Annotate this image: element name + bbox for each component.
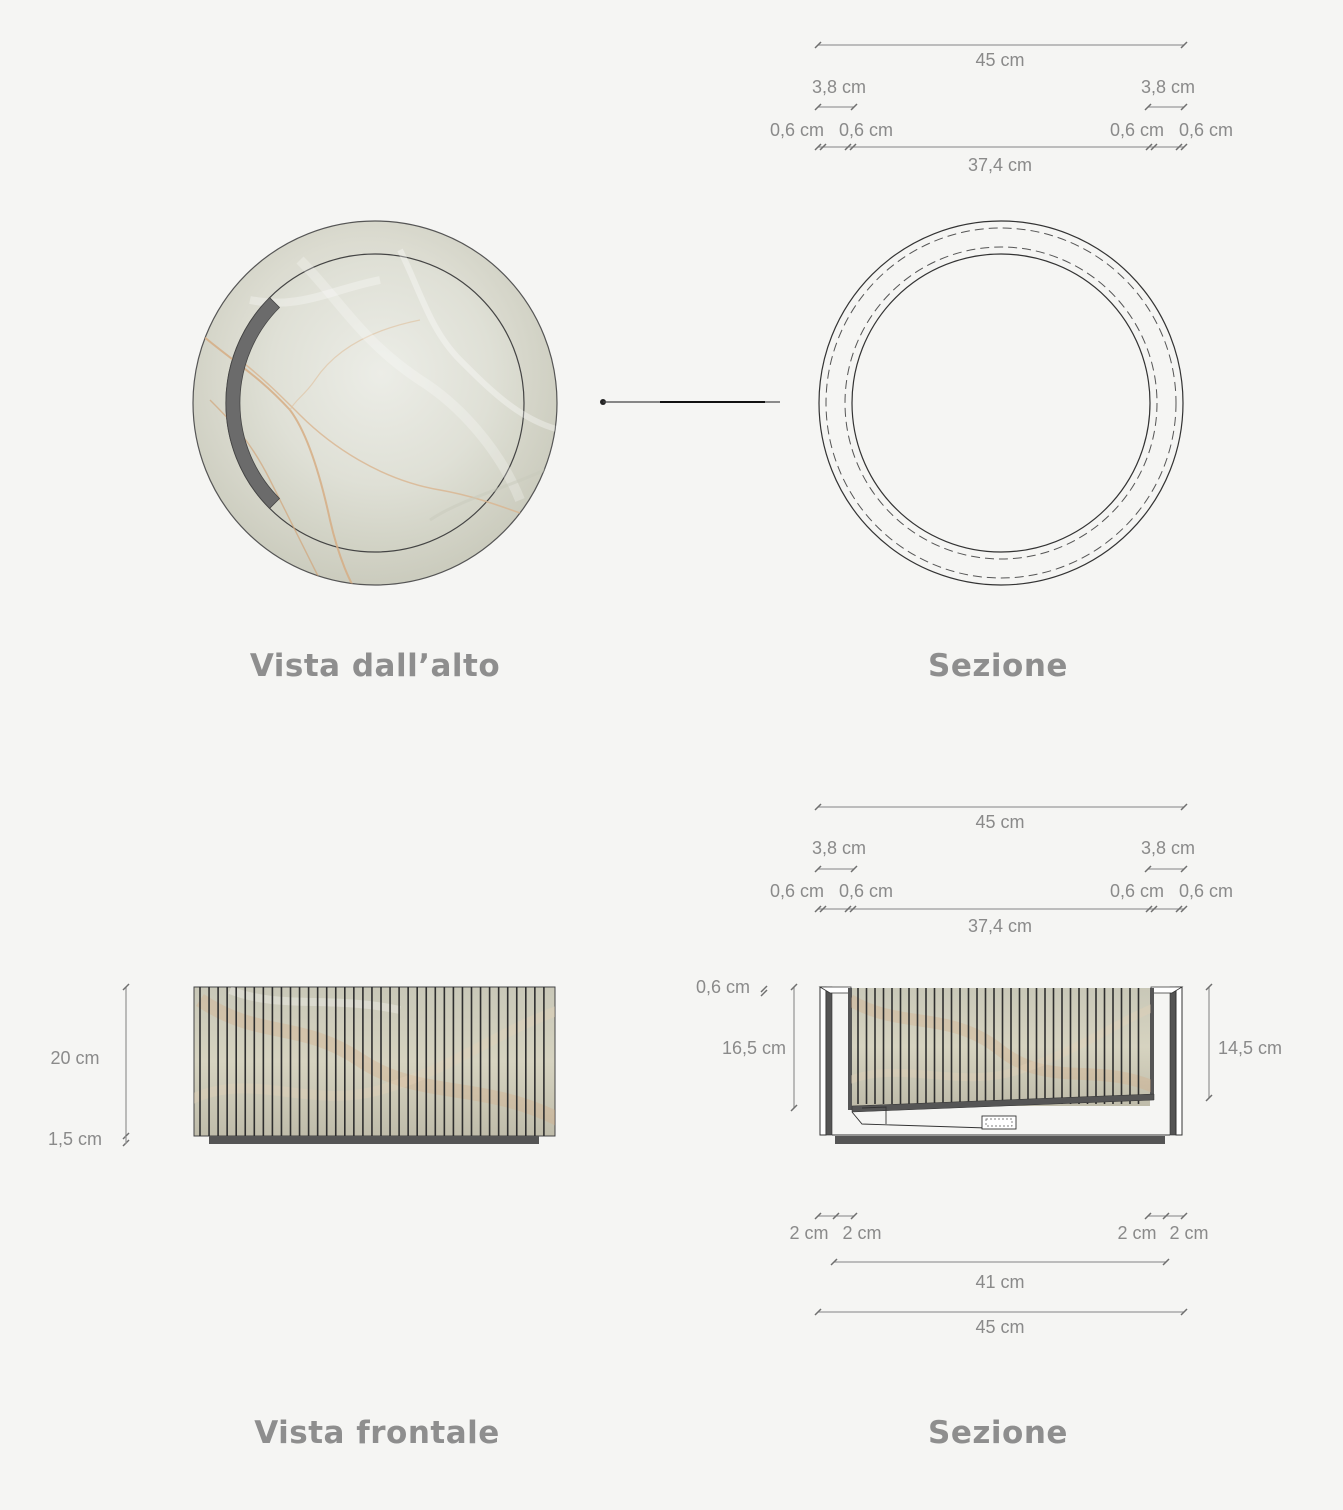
top-section-drawing: [819, 221, 1183, 585]
dim-rim-right: 3,8 cm: [1140, 838, 1196, 858]
caption-top-view: Vista dall’alto: [249, 648, 501, 684]
top-view: [193, 221, 560, 600]
dim-rim-left: 3,8 cm: [811, 838, 867, 858]
dim-wall-l2: 0,6 cm: [838, 120, 894, 140]
dim-inner: 37,4 cm: [967, 916, 1033, 936]
top-section-dimensions: [770, 42, 1233, 175]
dim-base-r1: 2 cm: [1117, 1223, 1157, 1243]
dim-inner: 37,4 cm: [967, 155, 1033, 175]
dim-front-height: 20 cm: [50, 1048, 100, 1068]
dim-wall-r2: 0,6 cm: [1178, 120, 1234, 140]
section-cut-line: [600, 399, 780, 405]
dim-front-base: 1,5 cm: [47, 1129, 103, 1149]
dim-base-l2: 2 cm: [842, 1223, 882, 1243]
dim-rim-right: 3,8 cm: [1140, 77, 1196, 97]
dim-wall-r1: 0,6 cm: [1109, 120, 1165, 140]
dim-base-overall: 45 cm: [975, 1317, 1025, 1337]
dim-overall: 45 cm: [975, 812, 1025, 832]
caption-bottom-section: Sezione: [928, 1415, 1068, 1451]
dim-base-r2: 2 cm: [1169, 1223, 1209, 1243]
dim-base-width: 41 cm: [975, 1272, 1025, 1292]
dim-wall-l1: 0,6 cm: [769, 881, 825, 901]
front-view: [190, 987, 560, 1144]
dim-wall-l1: 0,6 cm: [769, 120, 825, 140]
dim-base-l1: 2 cm: [789, 1223, 829, 1243]
dim-right-height: 14,5 cm: [1217, 1038, 1283, 1058]
dim-top-thickness: 0,6 cm: [695, 977, 751, 997]
dim-wall-l2: 0,6 cm: [838, 881, 894, 901]
dim-wall-r2: 0,6 cm: [1178, 881, 1234, 901]
dim-overall: 45 cm: [975, 50, 1025, 70]
caption-top-section: Sezione: [928, 648, 1068, 684]
front-base: [209, 1136, 539, 1144]
dim-inner-height: 16,5 cm: [721, 1038, 787, 1058]
front-view-dimensions: [48, 984, 129, 1149]
bottom-section-drawing: [820, 987, 1182, 1144]
dim-wall-r1: 0,6 cm: [1109, 881, 1165, 901]
dim-rim-left: 3,8 cm: [811, 77, 867, 97]
caption-front-view: Vista frontale: [254, 1415, 500, 1451]
